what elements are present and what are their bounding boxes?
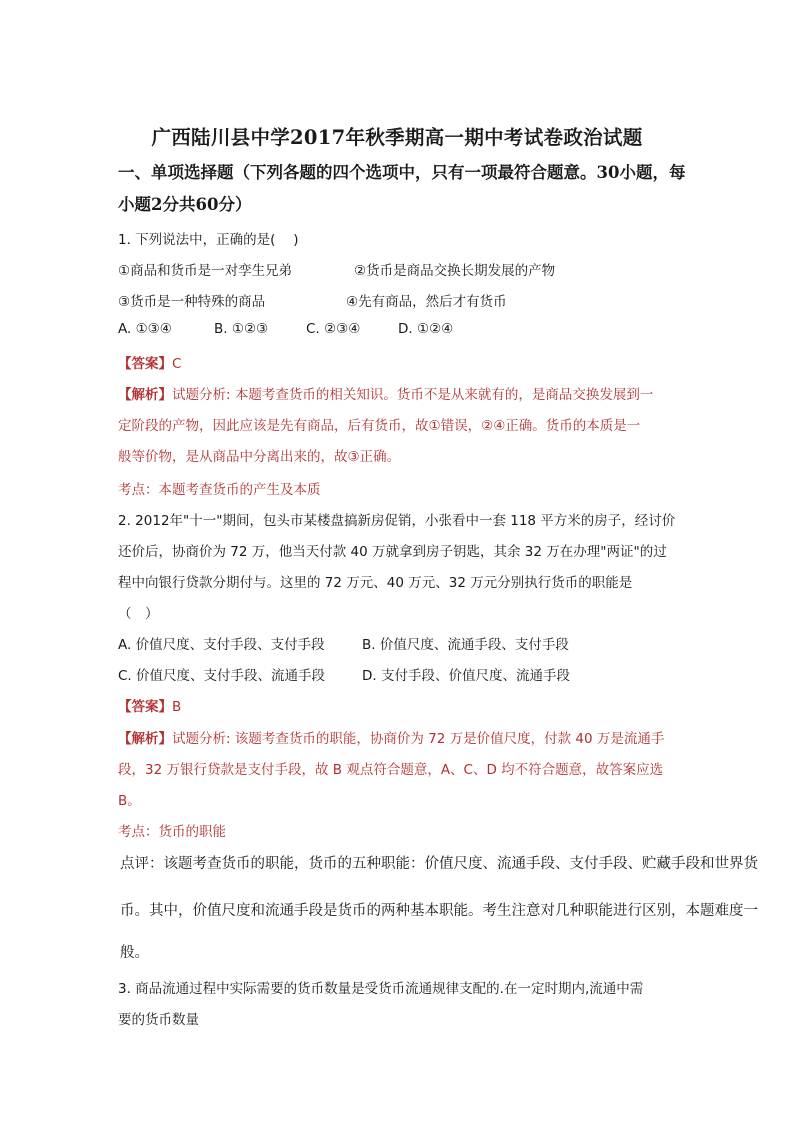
q2-stem-line4: （ ） bbox=[118, 606, 159, 622]
q2-options-row-2 bbox=[118, 664, 570, 684]
q1-analysis-line1 bbox=[118, 383, 653, 403]
q2-options-row-1 bbox=[118, 633, 569, 653]
q2-answer-tag: 【答案】 bbox=[118, 699, 172, 715]
q2-stem-line3: 程中向银行贷款分期付与。这里的 72 万元、40 万元、32 万元分别执行货币的职能是 bbox=[118, 575, 633, 591]
q2-analysis-text1: 试题分析: 该题考查货币的职能，协商价为 72 万是价值尺度，付款 40 万是流通手 bbox=[172, 731, 665, 747]
q1-knowledge-point: 考点：本题考查货币的产生及本质 bbox=[118, 482, 321, 498]
q1-option-a: A. ①③④ bbox=[118, 321, 172, 337]
section-heading-line1: 一、单项选择题（下列各题的四个选项中，只有一项最符合题意。30小题，每 bbox=[118, 163, 686, 182]
q1-option-d: D. ①②④ bbox=[398, 321, 454, 337]
q1-option-b: B. ①②③ bbox=[214, 321, 269, 337]
q2-option-a: A. 价值尺度、支付手段、支付手段 bbox=[118, 637, 325, 653]
q2-option-d: D. 支付手段、价值尺度、流通手段 bbox=[362, 668, 570, 684]
q2-stem-line1: 2. 2012年"十一"期间，包头市某楼盘搞新房促销，小张看中一套 118 平方米的房子，经讨价 bbox=[118, 513, 676, 529]
q1-statement-row-1 bbox=[118, 259, 555, 279]
q2-comment-line2: 币。其中，价值尺度和流通手段是货币的两种基本职能。考生注意对几种职能进行区别，本题难度一 bbox=[120, 903, 758, 919]
q2-answer-value: B bbox=[172, 699, 182, 715]
q2-analysis-line2: 段，32 万银行贷款是支付手段，故 B 观点符合题意，A、C、D 均不符合题意，故答案应选 bbox=[118, 762, 664, 778]
q1-statement-1: ①商品和货币是一对孪生兄弟 bbox=[118, 263, 293, 279]
q2-comment-line3: 般。 bbox=[120, 945, 149, 961]
section-heading-line2: 小题2分共60分） bbox=[118, 195, 252, 214]
q1-statement-4: ④先有商品，然后才有货币 bbox=[346, 294, 507, 310]
q2-analysis-line3: B。 bbox=[118, 793, 141, 809]
q1-statement-3: ③货币是一种特殊的商品 bbox=[118, 294, 266, 310]
q1-answer-value: C bbox=[172, 356, 182, 372]
q1-answer bbox=[118, 352, 181, 372]
q2-stem-line2: 还价后，协商价为 72 万，他当天付款 40 万就拿到房子钥匙，其余 32 万在办理"两证"的过 bbox=[118, 544, 667, 560]
q1-options bbox=[118, 321, 453, 337]
q1-statement-row-2 bbox=[118, 290, 507, 310]
q1-analysis-line2: 定阶段的产物，因此应该是先有商品，后有货币，故①错误，②④正确。货币的本质是一 bbox=[118, 418, 641, 434]
q1-analysis-text1: 试题分析: 本题考查货币的相关知识。货币不是从来就有的，是商品交换发展到一 bbox=[172, 387, 654, 403]
q2-comment-line1: 点评：该题考查货币的职能，货币的五种职能：价值尺度、流通手段、支付手段、贮藏手段和世界货 bbox=[120, 856, 758, 872]
q1-stem: 1. 下列说法中，正确的是( ) bbox=[118, 232, 299, 248]
q2-knowledge-point: 考点：货币的职能 bbox=[118, 824, 226, 840]
q2-analysis-tag: 【解析】 bbox=[118, 731, 172, 747]
q1-analysis-line3: 般等价物，是从商品中分离出来的，故③正确。 bbox=[118, 449, 401, 465]
document-title: 广西陆川县中学2017年秋季期高一期中考试卷政治试题 bbox=[151, 126, 643, 149]
q1-answer-tag: 【答案】 bbox=[118, 356, 172, 372]
q2-option-b: B. 价值尺度、流通手段、支付手段 bbox=[362, 637, 569, 653]
q2-analysis-line1 bbox=[118, 727, 664, 747]
q2-answer bbox=[118, 695, 181, 715]
q1-statement-2: ②货币是商品交换长期发展的产物 bbox=[354, 263, 556, 279]
q1-analysis-tag: 【解析】 bbox=[118, 387, 172, 403]
q2-option-c: C. 价值尺度、支付手段、流通手段 bbox=[118, 668, 326, 684]
q1-option-c: C. ②③④ bbox=[306, 321, 361, 337]
q3-stem-line1: 3. 商品流通过程中实际需要的货币数量是受货币流通规律支配的.在一定时期内,流通中需 bbox=[118, 981, 644, 997]
q3-stem-line2: 要的货币数量 bbox=[118, 1012, 199, 1028]
